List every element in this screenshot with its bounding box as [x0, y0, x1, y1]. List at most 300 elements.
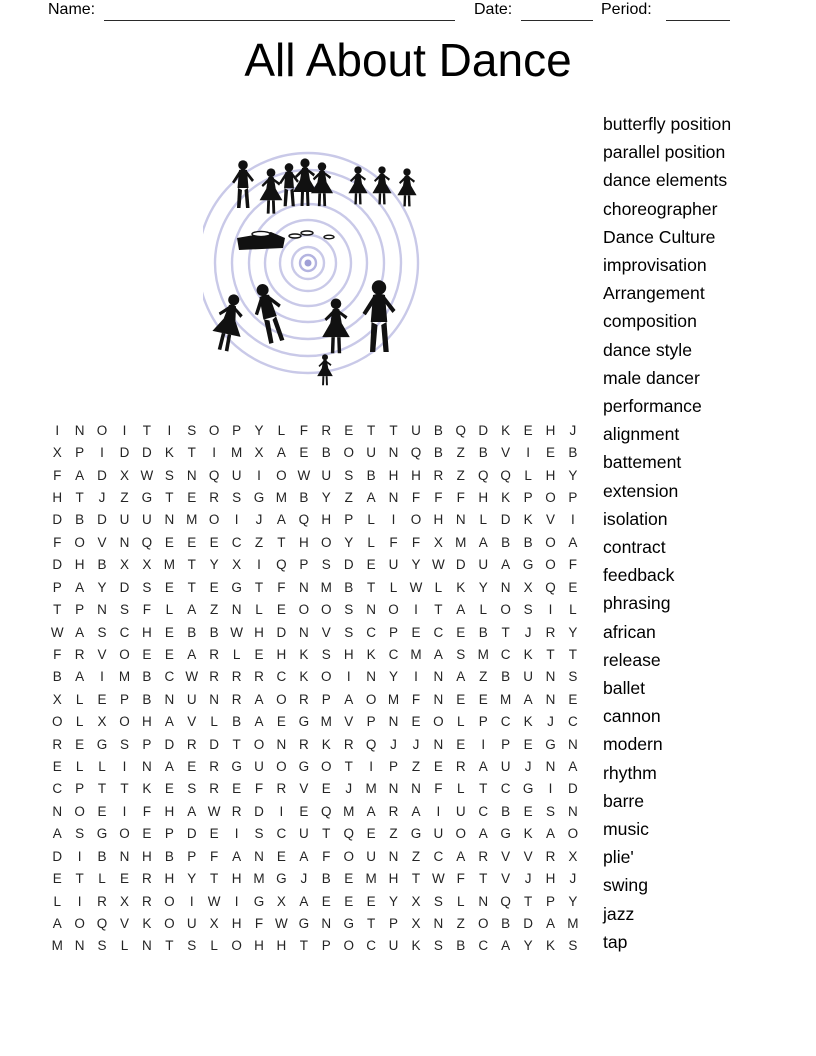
grid-letter: C: [52, 781, 63, 797]
grid-letter: Z: [479, 669, 488, 685]
grid-letter: C: [276, 669, 287, 685]
grid-letter: E: [209, 534, 219, 550]
grid-letter: S: [187, 781, 197, 797]
grid-letter: T: [546, 646, 555, 662]
grid-letter: K: [523, 646, 533, 662]
word-list-item: improvisation: [603, 255, 707, 276]
grid-letter: R: [545, 624, 556, 640]
grid-letter: Z: [344, 489, 353, 505]
word-list-item: composition: [603, 311, 697, 332]
grid-letter: T: [165, 489, 174, 505]
grid-letter: Q: [545, 579, 556, 595]
grid-letter: L: [165, 602, 174, 618]
grid-letter: B: [321, 871, 331, 887]
grid-letter: S: [344, 467, 354, 483]
grid-letter: A: [456, 602, 466, 618]
date-blank-field[interactable]: [521, 2, 593, 21]
grid-letter: R: [231, 803, 242, 819]
grid-letter: X: [142, 557, 152, 573]
grid-letter: O: [477, 915, 489, 931]
grid-letter: B: [299, 489, 309, 505]
grid-letter: D: [568, 781, 578, 797]
grid-letter: T: [568, 646, 578, 662]
grid-letter: N: [298, 624, 309, 640]
grid-letter: R: [186, 736, 197, 752]
word-list-item: Arrangement: [603, 283, 705, 304]
grid-letter: D: [209, 736, 220, 752]
grid-letter: E: [276, 714, 286, 730]
grid-letter: E: [97, 803, 107, 819]
grid-letter: B: [433, 422, 443, 438]
grid-letter: O: [433, 714, 444, 730]
dancer-figure: [363, 280, 396, 352]
word-list-item: choreographer: [603, 198, 718, 219]
grid-letter: A: [456, 669, 466, 685]
grid-letter: A: [187, 602, 197, 618]
grid-letter: O: [545, 534, 556, 550]
grid-letter: E: [164, 646, 174, 662]
grid-letter: A: [501, 557, 511, 573]
grid-letter: M: [343, 803, 355, 819]
grid-letter: W: [140, 467, 154, 483]
grid-letter: G: [410, 826, 422, 842]
grid-letter: X: [276, 893, 286, 909]
grid-letter: X: [523, 579, 533, 595]
grid-letter: U: [500, 759, 511, 775]
word-list-item: rhythm: [603, 762, 657, 783]
grid-letter: U: [254, 759, 264, 775]
grid-letter: O: [343, 848, 354, 864]
grid-letter: S: [545, 803, 555, 819]
grid-letter: E: [142, 826, 152, 842]
grid-letter: U: [298, 826, 309, 842]
grid-letter: L: [524, 467, 532, 483]
grid-letter: A: [75, 669, 85, 685]
grid-letter: J: [524, 759, 532, 775]
grid-letter: A: [411, 803, 421, 819]
grid-letter: N: [433, 669, 444, 685]
grid-letter: C: [388, 646, 399, 662]
grid-letter: U: [366, 445, 376, 461]
grid-letter: Q: [141, 534, 153, 550]
grid-letter: E: [299, 445, 309, 461]
grid-letter: X: [119, 893, 129, 909]
grid-letter: V: [545, 512, 555, 528]
grid-letter: E: [164, 534, 174, 550]
dancer-figure: [232, 160, 254, 208]
grid-letter: I: [369, 759, 373, 775]
grid-letter: H: [388, 871, 399, 887]
grid-letter: I: [571, 512, 575, 528]
grid-letter: B: [501, 915, 511, 931]
grid-letter: P: [52, 579, 62, 595]
grid-letter: L: [255, 602, 263, 618]
word-list-item: dance style: [603, 339, 692, 360]
grid-letter: M: [230, 445, 243, 461]
grid-letter: T: [366, 579, 376, 595]
grid-letter: J: [345, 781, 353, 797]
grid-letter: T: [344, 759, 353, 775]
grid-letter: D: [523, 915, 533, 931]
grid-letter: V: [501, 445, 511, 461]
grid-letter: O: [321, 669, 332, 685]
grid-letter: J: [300, 871, 308, 887]
grid-letter: R: [97, 893, 107, 909]
grid-letter: C: [568, 714, 578, 730]
grid-letter: J: [569, 422, 577, 438]
grid-letter: J: [547, 714, 554, 730]
grid-letter: L: [479, 512, 487, 528]
grid-letter: O: [410, 512, 422, 528]
grid-letter: S: [523, 602, 533, 618]
grid-letter: R: [52, 736, 63, 752]
grid-letter: M: [387, 691, 400, 707]
grid-letter: I: [122, 759, 127, 775]
grid-letter: U: [186, 915, 197, 931]
grid-letter: Y: [568, 624, 578, 640]
word-list-item: tap: [603, 931, 628, 952]
grid-letter: E: [456, 691, 466, 707]
grid-letter: T: [165, 938, 174, 954]
grid-letter: E: [344, 871, 354, 887]
grid-letter: T: [299, 938, 308, 954]
grid-letter: F: [254, 781, 264, 797]
grid-letter: S: [321, 557, 331, 573]
grid-letter: S: [75, 826, 85, 842]
grid-letter: D: [97, 467, 107, 483]
grid-letter: S: [433, 893, 443, 909]
grid-letter: O: [276, 467, 287, 483]
grid-letter: K: [523, 714, 533, 730]
word-list-item: isolation: [603, 508, 668, 529]
grid-letter: P: [142, 736, 152, 752]
grid-letter: X: [411, 893, 421, 909]
grid-letter: H: [231, 915, 242, 931]
grid-letter: B: [97, 848, 107, 864]
word-list-item: male dancer: [603, 367, 700, 388]
word-list-item: release: [603, 649, 661, 670]
grid-letter: I: [100, 669, 104, 685]
grid-letter: H: [254, 624, 264, 640]
grid-letter: C: [478, 803, 489, 819]
grid-letter: X: [52, 445, 62, 461]
grid-letter: F: [389, 534, 398, 550]
grid-letter: O: [208, 512, 220, 528]
grid-letter: I: [234, 826, 239, 842]
grid-letter: A: [456, 848, 466, 864]
grid-letter: B: [523, 534, 533, 550]
grid-letter: P: [389, 759, 399, 775]
grid-letter: E: [366, 893, 376, 909]
grid-letter: O: [74, 803, 85, 819]
grid-letter: H: [411, 467, 421, 483]
grid-letter: A: [568, 759, 578, 775]
grid-letter: E: [321, 893, 331, 909]
grid-letter: H: [164, 803, 175, 819]
grid-letter: U: [366, 848, 376, 864]
grid-letter: O: [74, 915, 85, 931]
grid-letter: E: [187, 534, 197, 550]
grid-letter: A: [545, 826, 555, 842]
grid-letter: Y: [389, 893, 399, 909]
grid-letter: Q: [410, 445, 422, 461]
grid-letter: O: [253, 736, 265, 752]
grid-letter: P: [75, 781, 85, 797]
grid-letter: Y: [568, 893, 578, 909]
grid-letter: V: [523, 848, 533, 864]
grid-letter: B: [501, 803, 511, 819]
grid-letter: N: [186, 467, 197, 483]
grid-letter: D: [276, 624, 287, 640]
grid-letter: E: [164, 624, 174, 640]
grid-letter: N: [119, 534, 130, 550]
grid-letter: V: [501, 848, 511, 864]
grid-letter: O: [276, 691, 287, 707]
grid-letter: R: [545, 848, 556, 864]
grid-letter: C: [119, 624, 130, 640]
grid-letter: V: [344, 714, 354, 730]
grid-letter: L: [277, 422, 286, 438]
grid-letter: I: [414, 602, 418, 618]
word-list-item: modern: [603, 734, 663, 755]
grid-letter: A: [545, 915, 555, 931]
grid-letter: G: [253, 489, 265, 505]
grid-letter: M: [51, 938, 63, 954]
grid-letter: U: [186, 691, 197, 707]
grid-letter: I: [189, 893, 194, 909]
grid-letter: S: [433, 938, 443, 954]
grid-letter: A: [568, 534, 578, 550]
grid-letter: R: [343, 736, 354, 752]
grid-letter: I: [346, 669, 351, 685]
name-blank-field[interactable]: [104, 2, 455, 21]
grid-letter: A: [276, 445, 286, 461]
word-list-item: plie': [603, 847, 634, 868]
dancer-figure: [397, 168, 416, 206]
grid-letter: D: [478, 422, 489, 438]
grid-letter: X: [254, 445, 264, 461]
grid-letter: Y: [478, 579, 488, 595]
grid-letter: H: [164, 871, 175, 887]
grid-letter: O: [119, 714, 130, 730]
grid-letter: T: [479, 871, 488, 887]
grid-letter: H: [254, 938, 264, 954]
grid-letter: M: [163, 557, 175, 573]
grid-letter: E: [52, 871, 62, 887]
grid-letter: I: [548, 781, 553, 797]
grid-letter: L: [53, 893, 61, 909]
grid-letter: Q: [477, 467, 489, 483]
grid-letter: Z: [210, 602, 219, 618]
grid-letter: G: [253, 893, 265, 909]
grid-letter: P: [344, 512, 354, 528]
grid-letter: A: [366, 489, 376, 505]
grid-letter: S: [568, 938, 578, 954]
grid-letter: P: [299, 557, 309, 573]
grid-letter: H: [343, 646, 354, 662]
grid-letter: N: [433, 736, 444, 752]
grid-letter: O: [321, 602, 332, 618]
word-list-item: extension: [603, 480, 679, 501]
grid-letter: O: [321, 759, 332, 775]
grid-letter: L: [120, 938, 129, 954]
grid-letter: E: [366, 826, 376, 842]
grid-letter: E: [433, 759, 443, 775]
grid-letter: O: [545, 557, 556, 573]
grid-letter: K: [321, 736, 331, 752]
grid-letter: L: [434, 579, 443, 595]
grid-letter: N: [119, 848, 130, 864]
grid-letter: R: [209, 759, 220, 775]
grid-letter: L: [98, 759, 106, 775]
grid-letter: N: [142, 759, 152, 775]
grid-letter: X: [433, 534, 443, 550]
grid-letter: P: [366, 714, 376, 730]
grid-letter: B: [321, 445, 331, 461]
grid-letter: R: [209, 781, 220, 797]
grid-letter: N: [388, 781, 399, 797]
grid-letter: L: [98, 871, 106, 887]
grid-letter: I: [55, 422, 60, 438]
grid-letter: H: [231, 871, 242, 887]
grid-letter: I: [77, 893, 82, 909]
grid-letter: I: [526, 445, 530, 461]
grid-letter: I: [122, 422, 127, 438]
grid-letter: H: [142, 714, 152, 730]
grid-letter: E: [411, 714, 421, 730]
grid-letter: Y: [187, 871, 197, 887]
grid-letter: Q: [208, 467, 220, 483]
grid-letter: S: [321, 646, 331, 662]
grid-letter: D: [455, 557, 466, 573]
grid-letter: S: [568, 669, 578, 685]
grid-letter: S: [344, 602, 354, 618]
grid-letter: E: [523, 803, 533, 819]
grid-letter: N: [164, 512, 175, 528]
grid-letter: I: [122, 803, 127, 819]
grid-letter: E: [344, 893, 354, 909]
grid-letter: Y: [321, 489, 331, 505]
grid-letter: O: [545, 489, 556, 505]
grid-letter: J: [524, 871, 532, 887]
grid-letter: T: [142, 422, 152, 438]
period-blank-field[interactable]: [666, 2, 730, 21]
grid-letter: Q: [500, 467, 511, 483]
grid-letter: I: [257, 557, 261, 573]
grid-letter: T: [187, 579, 196, 595]
grid-letter: Y: [97, 579, 107, 595]
word-list-item: ballet: [603, 678, 646, 699]
grid-letter: R: [455, 759, 466, 775]
grid-letter: E: [254, 646, 264, 662]
grid-letter: P: [478, 714, 488, 730]
grid-letter: G: [231, 579, 242, 595]
grid-letter: B: [209, 624, 219, 640]
grid-letter: P: [187, 848, 197, 864]
grid-letter: A: [187, 803, 197, 819]
grid-letter: W: [185, 669, 199, 685]
grid-letter: E: [209, 826, 219, 842]
grid-letter: I: [548, 602, 553, 618]
grid-letter: B: [142, 691, 152, 707]
grid-letter: E: [187, 489, 197, 505]
grid-letter: E: [209, 579, 219, 595]
grid-letter: G: [276, 871, 287, 887]
grid-letter: A: [75, 579, 85, 595]
grid-letter: E: [456, 624, 466, 640]
grid-letter: K: [523, 512, 533, 528]
grid-letter: R: [209, 646, 220, 662]
grid-letter: D: [119, 445, 130, 461]
grid-letter: N: [74, 938, 85, 954]
word-list-item: contract: [603, 537, 666, 558]
grid-letter: N: [388, 848, 399, 864]
page-title: All About Dance: [244, 34, 572, 86]
grid-letter: B: [344, 579, 354, 595]
grid-letter: M: [118, 669, 131, 685]
grid-letter: P: [75, 445, 85, 461]
grid-letter: R: [321, 422, 332, 438]
grid-letter: S: [97, 938, 107, 954]
grid-letter: B: [164, 848, 174, 864]
grid-letter: O: [208, 422, 220, 438]
grid-letter: X: [119, 467, 129, 483]
grid-letter: R: [209, 489, 220, 505]
grid-letter: A: [299, 848, 309, 864]
grid-letter: Q: [365, 736, 377, 752]
grid-letter: O: [164, 893, 175, 909]
grid-letter: P: [164, 826, 174, 842]
grid-letter: G: [298, 714, 310, 730]
grid-letter: C: [500, 714, 511, 730]
grid-letter: I: [77, 848, 82, 864]
grid-letter: D: [142, 445, 152, 461]
grid-letter: F: [277, 579, 286, 595]
grid-letter: O: [96, 422, 108, 438]
grid-letter: A: [299, 893, 309, 909]
grid-letter: Q: [276, 557, 287, 573]
grid-letter: N: [231, 602, 242, 618]
grid-letter: N: [500, 579, 511, 595]
grid-letter: L: [457, 714, 465, 730]
grid-letter: E: [478, 691, 488, 707]
grid-letter: K: [299, 646, 309, 662]
grid-letter: A: [164, 759, 174, 775]
grid-letter: T: [366, 915, 376, 931]
grid-letter: R: [142, 871, 152, 887]
grid-letter: O: [365, 691, 377, 707]
grid-letter: K: [523, 826, 533, 842]
dancer-figure: [322, 298, 350, 353]
grid-letter: G: [141, 489, 153, 505]
grid-letter: G: [298, 915, 310, 931]
grid-letter: P: [232, 422, 242, 438]
grid-letter: P: [545, 893, 555, 909]
grid-letter: E: [344, 422, 354, 438]
grid-letter: M: [410, 646, 422, 662]
grid-letter: N: [321, 915, 332, 931]
word-list-item: battement: [603, 452, 682, 473]
grid-letter: N: [411, 781, 421, 797]
grid-letter: M: [253, 871, 265, 887]
grid-letter: E: [75, 736, 85, 752]
grid-letter: S: [456, 646, 466, 662]
grid-letter: N: [545, 691, 556, 707]
grid-letter: W: [432, 871, 445, 887]
grid-letter: V: [119, 915, 129, 931]
grid-letter: E: [97, 691, 107, 707]
grid-letter: F: [254, 915, 264, 931]
